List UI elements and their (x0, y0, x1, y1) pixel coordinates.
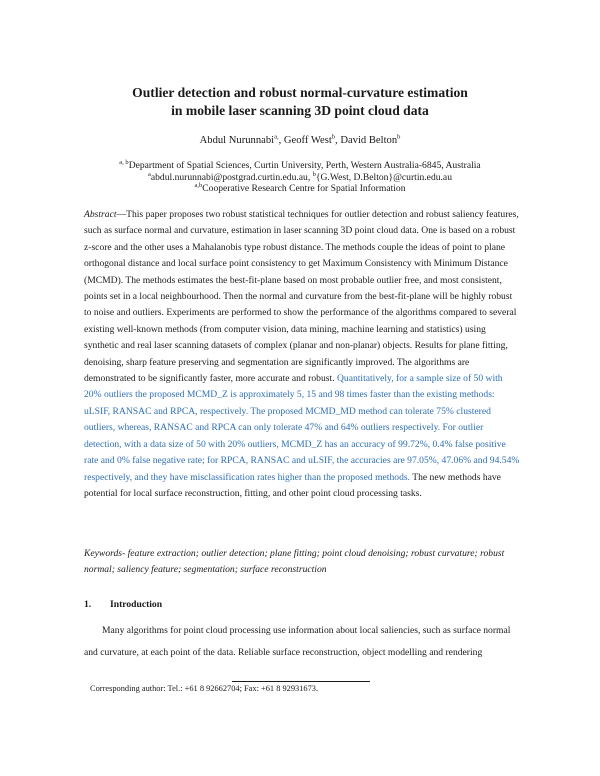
email-text: {G.West, D.Belton}@curtin.edu.au (315, 171, 452, 183)
footnote-rule (232, 681, 370, 682)
author-name: David Belton (340, 135, 398, 146)
author-name: Geoff West (283, 135, 332, 146)
abstract-text-end: The new methods have potential for local surface reconstruction, fitting, and other point cloud processing tasks. (84, 471, 501, 499)
abstract-label: Abstract (84, 209, 117, 220)
title-line-2: in mobile laser scanning 3D point cloud data (171, 103, 429, 118)
author-name: Abdul Nurunnabi (199, 135, 275, 146)
intro-paragraph: Many algorithms for point cloud processing use information about local saliencies, such as surface normal and curvature, at each point of the data. Reliable surface reconstruction, object modelling and rendering (84, 625, 511, 658)
keywords: Keywords- feature extraction; outlier detection; plane fitting; point cloud denoising; robust curvature; robust normal; saliency feature; segmentation; surface reconstruction (84, 548, 505, 576)
abstract (84, 207, 520, 502)
affiliation-line (60, 183, 540, 195)
abstract-highlighted-text: Quantitatively, for a sample size of 50 with 20% outliers the proposed MCMD_Z is approximately 5, 15 and 98 times faster than the existing methods: uLSIF, RANSAC and RPCA, respectively. The proposed MCMD_MD method can tolerate 75% clustered outliers, whereas, RANSAC and RPCA can only tolerate 47% and 64% outliers respectively. For outlier detection, with a data size of 50 with 20% outliers, MCMD_Z has an accuracy of 99.72%, 0.4% false positive rate and 0% false negative rate; for RPCA, RANSAC and uLSIF, the accuracies are 97.05%, 47.06% and 94.54% respectively, and they have misclassification rates higher than the proposed methods. (84, 373, 520, 483)
abstract-dash: — (116, 209, 127, 220)
email-text: abdul.nurunnabi@postgrad.curtin.edu.au, (150, 171, 313, 183)
author-list: Abdul Nurunnabi$^{a,}$, Geoff West$^b$, David Belton$^b$ (199, 133, 401, 146)
affil-mark: a,b (194, 181, 203, 189)
author-affil-mark: b (331, 133, 336, 141)
author-affil-mark: b (397, 133, 401, 141)
footnote: Corresponding author: Tel.: +61 8 92662704; Fax: +61 8 92931673. (90, 684, 319, 693)
author-affil-mark: a, (274, 133, 279, 141)
paper-title (60, 84, 540, 120)
title-line-1: Outlier detection and robust normal-curvature estimation (132, 85, 468, 100)
affiliations (60, 160, 540, 195)
affil-text: Cooperative Research Centre for Spatial Information (202, 183, 406, 194)
affiliation-line (60, 160, 540, 172)
section-heading (84, 599, 162, 610)
affil-mark: b (312, 170, 316, 178)
affiliation-line (60, 172, 540, 184)
section-number: 1. (84, 599, 92, 610)
section-title: Introduction (110, 599, 163, 610)
affil-mark: a (147, 170, 151, 178)
abstract-text: This paper proposes two robust statistical techniques for outlier detection and robust saliency features, such as surface normal and curvature, estimation in laser scanning 3D point cloud data. One is based on a robust z-score and the other uses a Mahalanobis type robust distance. The methods couple the ideas of point to plane orthogonal distance and local surface point consistency to get Maximum Consistency with Minimum Distance (MCMD). The methods estimates the best-fit-plane based on most probable outlier free, and most consistent, points set in a local neighbourhood. Then the normal and curvature from the best-fit-plane will be highly robust to noise and outliers. Experiments are performed to show the performance of the algorithms compared to several existing well-known methods (from computer vision, data mining, machine learning and statistics) using synthetic and real laser scanning datasets of complex (planar and non-planar) objects. Results for plane fitting, denoising, sharp feature preserving and segmentation are significantly improved. The algorithms are demonstrated to be significantly faster, more accurate and robust. (84, 209, 519, 385)
affil-mark: a, b (119, 158, 129, 166)
affil-text: Department of Spatial Sciences, Curtin University, Perth, Western Australia-6845, Australia (128, 160, 481, 171)
